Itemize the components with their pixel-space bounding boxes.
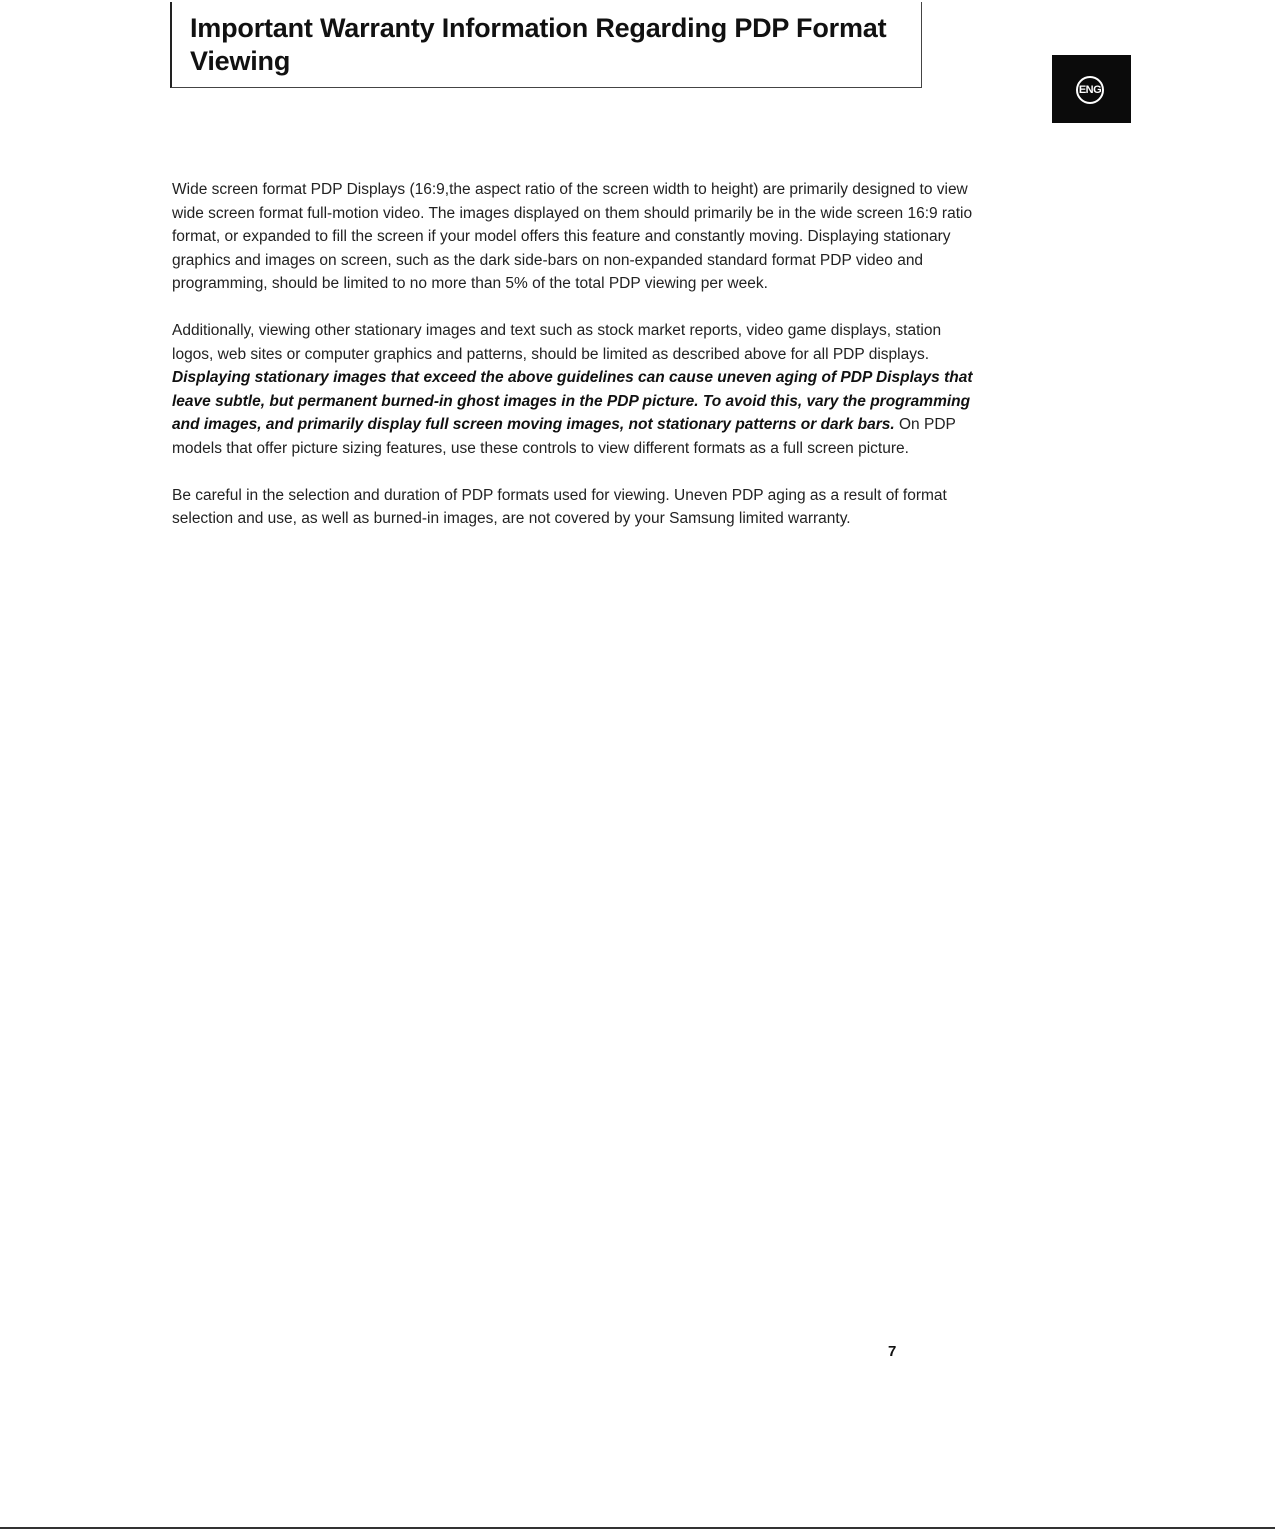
paragraph-1: Wide screen format PDP Displays (16:9,the aspect ratio of the screen width to height) are primarily designed to view wide screen format full-motion video. The images displayed on them should primarily be in the wide screen 16:9 ratio format, or expanded to fill the screen if your model offers this feature and constantly moving. Displaying stationary graphics and images on screen, such as the dark side-bars on non-expanded standard format PDP video and programming, should be limited to no more than 5% of the total PDP viewing per week. bbox=[172, 181, 973, 292]
paragraph-2 bbox=[172, 319, 984, 460]
title-box bbox=[170, 2, 922, 88]
paragraph-2-lead: Additionally, viewing other stationary images and text such as stock market reports, video game displays, station logos, web sites or computer graphics and patterns, should be limited as described above for all PDP displays. bbox=[172, 322, 942, 363]
warning-emphasis: Displaying stationary images that exceed the above guidelines can cause uneven aging of PDP Displays that leave subtle, but permanent burned-in ghost images in the PDP picture. To avoid this, vary the programming and images, and primarily display full screen moving images, not stationary patterns or dark bars. bbox=[172, 369, 973, 433]
bottom-rule bbox=[0, 1527, 1275, 1529]
body-text bbox=[172, 178, 984, 554]
paragraph-2-tail: On PDP models that offer picture sizing features, use these controls to view different formats as a full screen picture. bbox=[172, 416, 956, 457]
language-tab bbox=[1052, 55, 1131, 123]
language-badge: ENG bbox=[1076, 76, 1104, 104]
page-number: 7 bbox=[888, 1343, 897, 1360]
paragraph-3: Be careful in the selection and duration of PDP formats used for viewing. Uneven PDP aging as a result of format selection and use, as well as burned-in images, are not covered by your Samsung limited warranty. bbox=[172, 486, 947, 527]
page-title: Important Warranty Information Regarding PDP Format Viewing bbox=[190, 13, 887, 76]
